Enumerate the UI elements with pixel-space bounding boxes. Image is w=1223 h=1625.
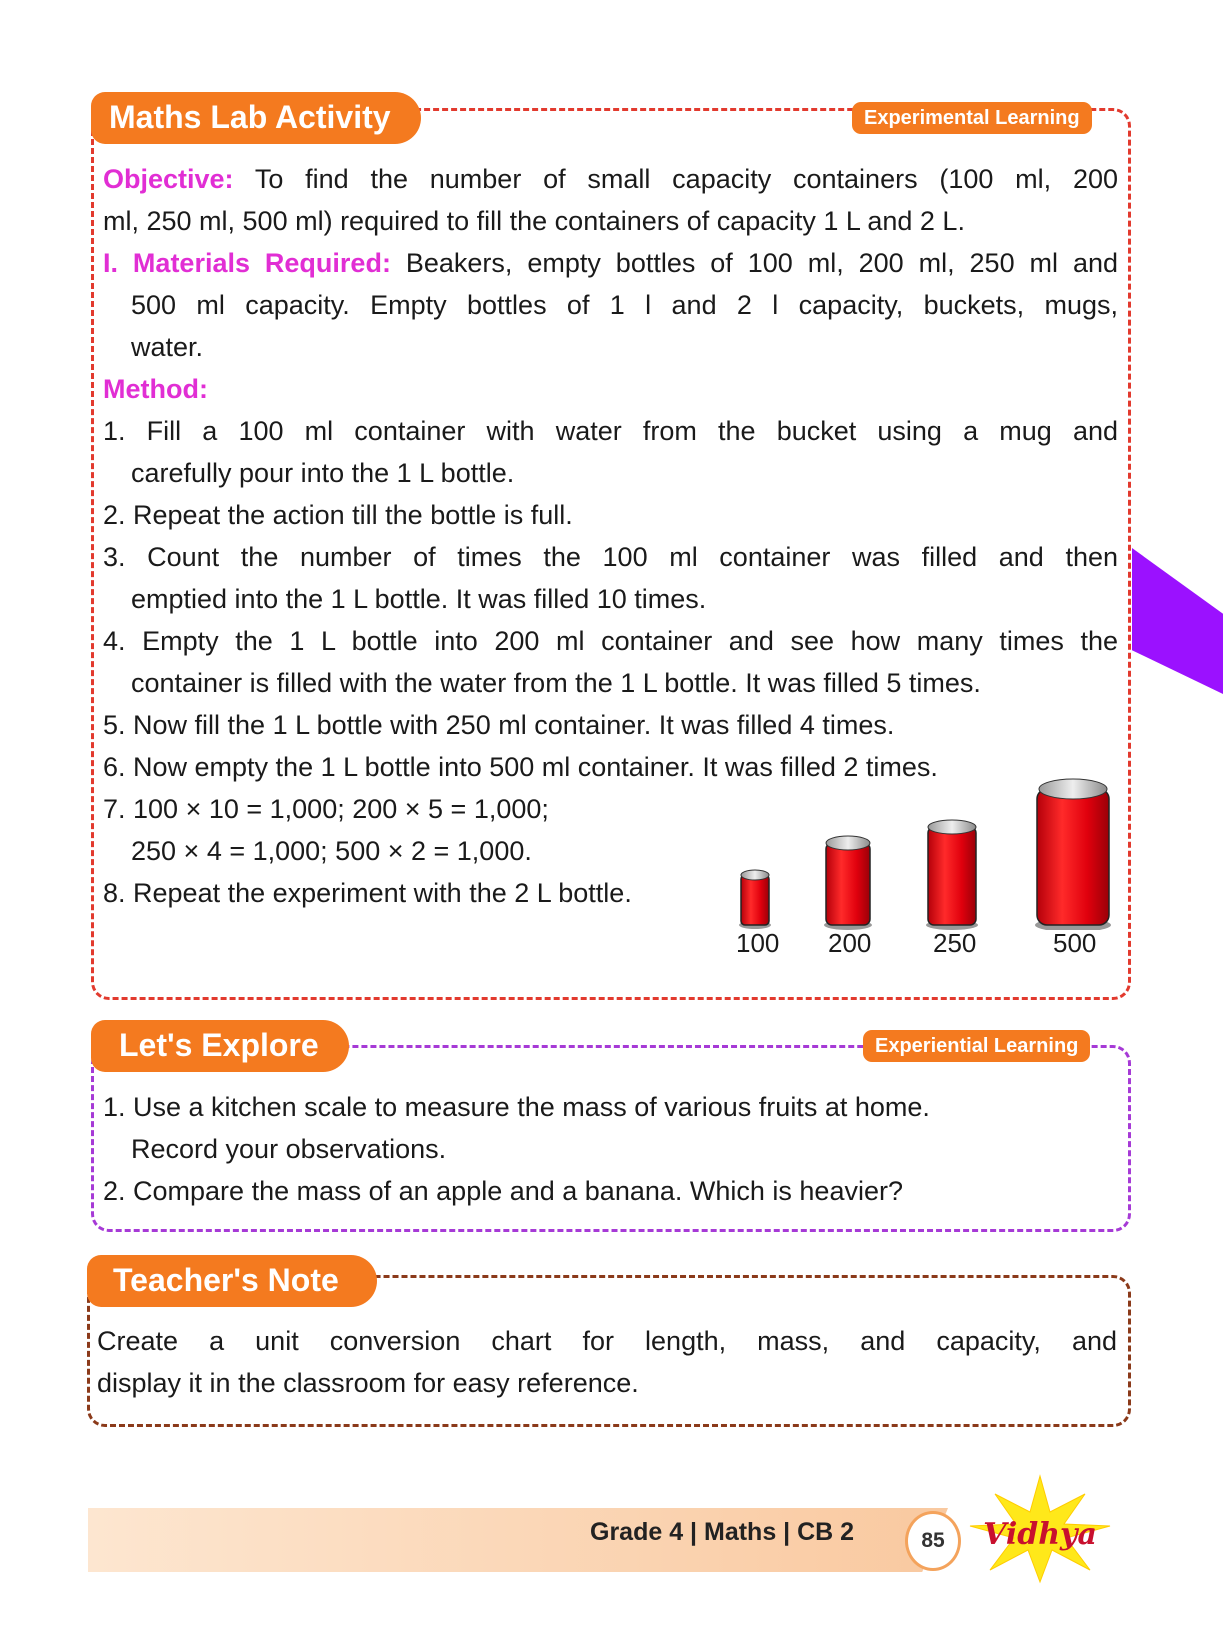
lab-activity-title: Maths Lab Activity	[91, 92, 421, 144]
materials-line-3: water.	[131, 332, 204, 362]
step-line: 3. Count the number of times the 100 ml container was filled and then	[103, 542, 1118, 572]
can-label-200: 200	[828, 928, 872, 958]
step-line: 7. 100 × 10 = 1,000; 200 × 5 = 1,000;	[103, 794, 549, 824]
explore-item: Record your observations.	[131, 1134, 447, 1164]
experiential-learning-badge: Experiential Learning	[863, 1030, 1090, 1062]
step-line: 8. Repeat the experiment with the 2 L bottle.	[103, 878, 632, 908]
can-100ml	[739, 870, 771, 929]
materials-line-1: I. Materials Required: Beakers, empty bottles of 100 ml, 200 ml, 250 ml and	[103, 248, 1118, 278]
step-line: 1. Fill a 100 ml container with water from the bucket using a mug and	[103, 416, 1118, 446]
objective-line-1: Objective: To find the number of small capacity containers (100 ml, 200	[103, 164, 1118, 194]
step-line: 4. Empty the 1 L bottle into 200 ml container and see how many times the	[103, 626, 1118, 656]
step-line: emptied into the 1 L bottle. It was filled 10 times.	[131, 584, 707, 614]
cans-illustration	[730, 775, 1120, 930]
teacher-note-line-1: Create a unit conversion chart for length, mass, and capacity, and	[97, 1326, 1117, 1356]
objective-line-2: ml, 250 ml, 500 ml) required to fill the containers of capacity 1 L and 2 L.	[103, 206, 965, 236]
footer-grade-subject: Grade 4 | Maths | CB 2	[590, 1518, 855, 1546]
can-label-250: 250	[933, 928, 977, 958]
experimental-learning-badge: Experimental Learning	[852, 102, 1092, 134]
page-number: 85	[905, 1511, 961, 1571]
materials-line-2: 500 ml capacity. Empty bottles of 1 l and 2 l capacity, buckets, mugs,	[131, 290, 1118, 320]
teacher-note-line-2: display it in the classroom for easy reference.	[97, 1368, 639, 1398]
logo-text: Vidhya	[983, 1517, 1097, 1552]
can-label-100: 100	[736, 928, 780, 958]
step-line: carefully pour into the 1 L bottle.	[131, 458, 515, 488]
materials-label: I. Materials Required:	[103, 248, 391, 278]
step-line: 6. Now empty the 1 L bottle into 500 ml container. It was filled 2 times.	[103, 752, 938, 782]
step-line: 250 × 4 = 1,000; 500 × 2 = 1,000.	[131, 836, 532, 866]
step-line: 2. Repeat the action till the bottle is full.	[103, 500, 573, 530]
can-200ml	[824, 836, 872, 930]
vidhya-logo	[960, 1474, 1120, 1584]
explore-title: Let's Explore	[91, 1020, 349, 1072]
objective-label: Objective:	[103, 164, 234, 194]
chapter-side-tab	[1132, 548, 1223, 694]
step-line: 5. Now fill the 1 L bottle with 250 ml container. It was filled 4 times.	[103, 710, 895, 740]
teacher-note-title: Teacher's Note	[87, 1255, 377, 1307]
step-line: container is filled with the water from the 1 L bottle. It was filled 5 times.	[131, 668, 981, 698]
explore-item: 2. Compare the mass of an apple and a banana. Which is heavier?	[103, 1176, 903, 1206]
can-250ml	[926, 820, 978, 930]
can-label-500: 500	[1053, 928, 1097, 958]
can-500ml	[1035, 779, 1111, 930]
explore-item: 1. Use a kitchen scale to measure the mass of various fruits at home.	[103, 1092, 930, 1122]
method-label: Method:	[103, 374, 208, 404]
